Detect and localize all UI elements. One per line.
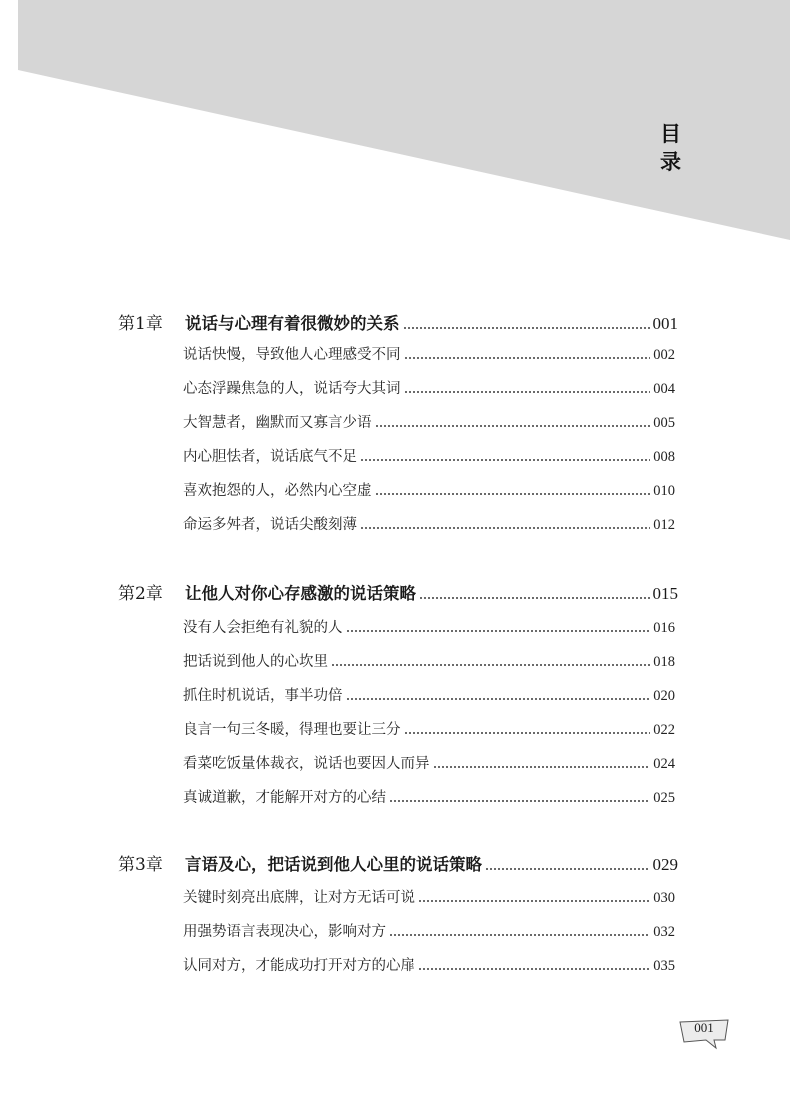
chapter-title: 言语及心，把话说到他人心里的说话策略 <box>185 855 482 874</box>
entry-page-number: 002 <box>653 347 675 363</box>
dot-leader <box>331 664 650 666</box>
toc-entry[interactable] <box>183 376 675 398</box>
entry-title: 关键时刻亮出底牌，让对方无话可说 <box>183 890 415 906</box>
entry-title: 心态浮躁焦急的人，说话夸大其词 <box>183 381 401 397</box>
entry-title: 喜欢抱怨的人，必然内心空虚 <box>183 483 372 499</box>
dot-leader <box>485 868 650 870</box>
entry-page-number: 004 <box>653 381 675 397</box>
chapter-title: 让他人对你心存感激的说话策略 <box>185 584 416 603</box>
entry-page-number: 020 <box>653 688 675 704</box>
entry-title: 内心胆怯者，说话底气不足 <box>183 449 357 465</box>
chapter-page-number: 015 <box>652 584 678 603</box>
chapter-number: 第2章 <box>118 584 163 604</box>
dot-leader <box>404 391 651 393</box>
entry-page-number: 030 <box>653 890 675 906</box>
dot-leader <box>375 493 651 495</box>
dot-leader <box>403 327 650 329</box>
entry-title: 用强势语言表现决心，影响对方 <box>183 924 386 940</box>
entry-page-number: 008 <box>653 449 675 465</box>
dot-leader <box>375 425 651 427</box>
entry-title: 认同对方，才能成功打开对方的心扉 <box>183 958 415 974</box>
dot-leader <box>404 732 651 734</box>
footer-page-number: 001 <box>694 1020 714 1035</box>
entry-page-number: 024 <box>653 756 675 772</box>
entry-title: 没有人会拒绝有礼貌的人 <box>183 620 343 636</box>
dot-leader <box>389 934 650 936</box>
dot-leader <box>389 800 650 802</box>
entry-title: 说话快慢，导致他人心理感受不同 <box>183 347 401 363</box>
entry-title: 良言一句三冬暖，得理也要让三分 <box>183 722 401 738</box>
toc-entry[interactable] <box>183 751 675 773</box>
dot-leader <box>360 459 650 461</box>
entry-page-number: 022 <box>653 722 675 738</box>
toc-entry[interactable] <box>183 953 675 975</box>
toc-entry[interactable] <box>183 885 675 907</box>
entry-title: 大智慧者，幽默而又寡言少语 <box>183 415 372 431</box>
toc-chapter-2[interactable] <box>118 580 678 604</box>
dot-leader <box>346 630 651 632</box>
entry-page-number: 035 <box>653 958 675 974</box>
entry-page-number: 010 <box>653 483 675 499</box>
dot-leader <box>404 357 651 359</box>
dot-leader <box>360 527 650 529</box>
toc-chapter-3[interactable] <box>118 851 678 875</box>
chapter-page-number: 001 <box>652 314 678 333</box>
chapter-number: 第1章 <box>118 314 163 334</box>
entry-page-number: 018 <box>653 654 675 670</box>
entry-page-number: 032 <box>653 924 675 940</box>
chapter-title: 说话与心理有着很微妙的关系 <box>185 314 400 333</box>
toc-entry[interactable] <box>183 919 675 941</box>
entry-page-number: 025 <box>653 790 675 806</box>
entry-title: 真诚道歉，才能解开对方的心结 <box>183 790 386 806</box>
toc-entry[interactable] <box>183 410 675 432</box>
entry-title: 抓住时机说话，事半功倍 <box>183 688 343 704</box>
toc-entry[interactable] <box>183 342 675 364</box>
entry-page-number: 012 <box>653 517 675 533</box>
toc-title-char-2: 录 <box>660 150 681 174</box>
entry-page-number: 005 <box>653 415 675 431</box>
dot-leader <box>418 968 650 970</box>
entry-page-number: 016 <box>653 620 675 636</box>
dot-leader <box>418 900 650 902</box>
toc-entry[interactable] <box>183 683 675 705</box>
toc-entry[interactable] <box>183 649 675 671</box>
toc-entry[interactable] <box>183 785 675 807</box>
chapter-number: 第3章 <box>118 855 163 875</box>
toc-entry[interactable] <box>183 444 675 466</box>
entry-title: 看菜吃饭量体裁衣，说话也要因人而异 <box>183 756 430 772</box>
chapter-page-number: 029 <box>652 855 678 874</box>
entry-title: 命运多舛者，说话尖酸刻薄 <box>183 517 357 533</box>
toc-entry[interactable] <box>183 512 675 534</box>
entry-title: 把话说到他人的心坎里 <box>183 654 328 670</box>
toc-chapter-1[interactable] <box>118 310 678 334</box>
dot-leader <box>419 597 650 599</box>
dot-leader <box>433 766 651 768</box>
toc-entry[interactable] <box>183 615 675 637</box>
toc-entry[interactable] <box>183 478 675 500</box>
dot-leader <box>346 698 651 700</box>
toc-entry[interactable] <box>183 717 675 739</box>
toc-title-char-1: 目 <box>660 122 681 146</box>
